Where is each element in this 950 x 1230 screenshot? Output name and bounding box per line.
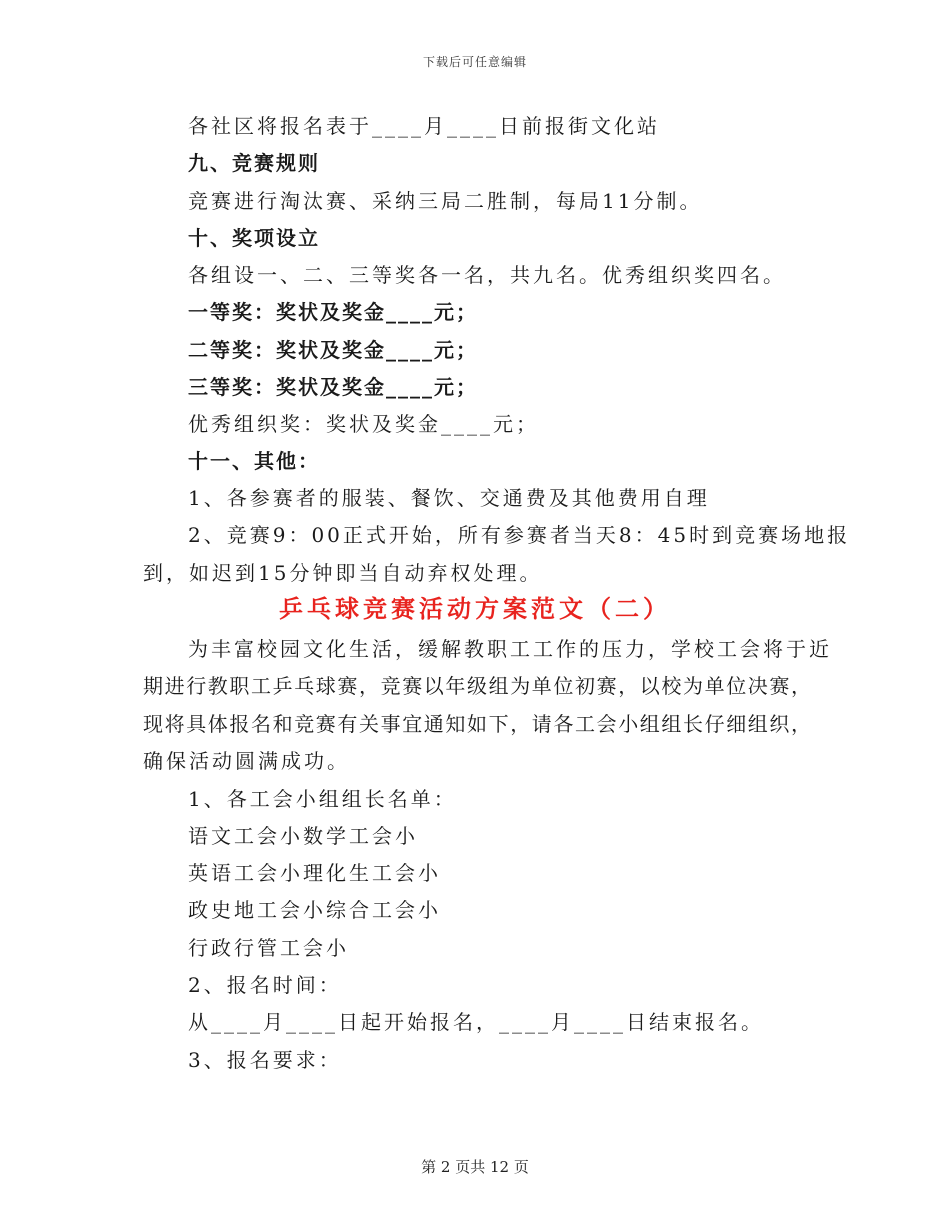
- paragraph-line: 2、竞赛9：00正式开始，所有参赛者当天8：45时到竞赛场地报: [188, 523, 851, 547]
- page-header: 下载后可任意编辑: [422, 55, 527, 69]
- paragraph-line: 各社区将报名表于____月____日前报街文化站: [188, 114, 660, 138]
- paragraph-line: 1、各参赛者的服装、餐饮、交通费及其他费用自理: [188, 486, 710, 510]
- paragraph-line: 优秀组织奖：奖状及奖金____元；: [188, 412, 539, 436]
- paragraph-line: 从____月____日起开始报名，____月____日结束报名。: [188, 1010, 764, 1034]
- paragraph-line: 2、报名时间：: [188, 973, 342, 997]
- paragraph-line: 期进行教职工乒乓球赛，竞赛以年级组为单位初赛，以校为单位决赛，: [143, 674, 813, 698]
- paragraph-line: 政史地工会小综合工会小: [188, 898, 441, 922]
- section-heading: 九、竞赛规则: [188, 151, 320, 175]
- paragraph-line: 英语工会小理化生工会小: [188, 861, 441, 885]
- paragraph-line: 竞赛进行淘汰赛、采纳三局二胜制，每局11分制。: [188, 189, 703, 213]
- award-line: 三等奖：奖状及奖金____元；: [188, 375, 478, 399]
- paragraph-line: 3、报名要求：: [188, 1048, 342, 1072]
- page-footer: 第 2 页共 12 页: [421, 1158, 529, 1176]
- paragraph-line: 确保活动圆满成功。: [143, 749, 350, 773]
- paragraph-line: 行政行管工会小: [188, 936, 349, 960]
- section-heading: 十一、其他：: [188, 449, 320, 473]
- paragraph-line: 现将具体报名和竞赛有关事宜通知如下，请各工会小组组长仔细组织，: [143, 712, 813, 736]
- paragraph-line: 为丰富校园文化生活，缓解教职工工作的压力，学校工会将于近: [188, 637, 832, 661]
- award-line: 一等奖：奖状及奖金____元；: [188, 300, 478, 324]
- paragraph-line: 各组设一、二、三等奖各一名，共九名。优秀组织奖四名。: [188, 263, 786, 287]
- paragraph-line: 1、各工会小组组长名单：: [188, 787, 457, 811]
- paragraph-line: 到，如迟到15分钟即当自动弃权处理。: [143, 561, 543, 585]
- award-line: 二等奖：奖状及奖金____元；: [188, 338, 478, 362]
- document-title: 乒乓球竞赛活动方案范文（二）: [279, 594, 671, 623]
- paragraph-line: 语文工会小数学工会小: [188, 824, 418, 848]
- section-heading: 十、奖项设立: [188, 226, 320, 250]
